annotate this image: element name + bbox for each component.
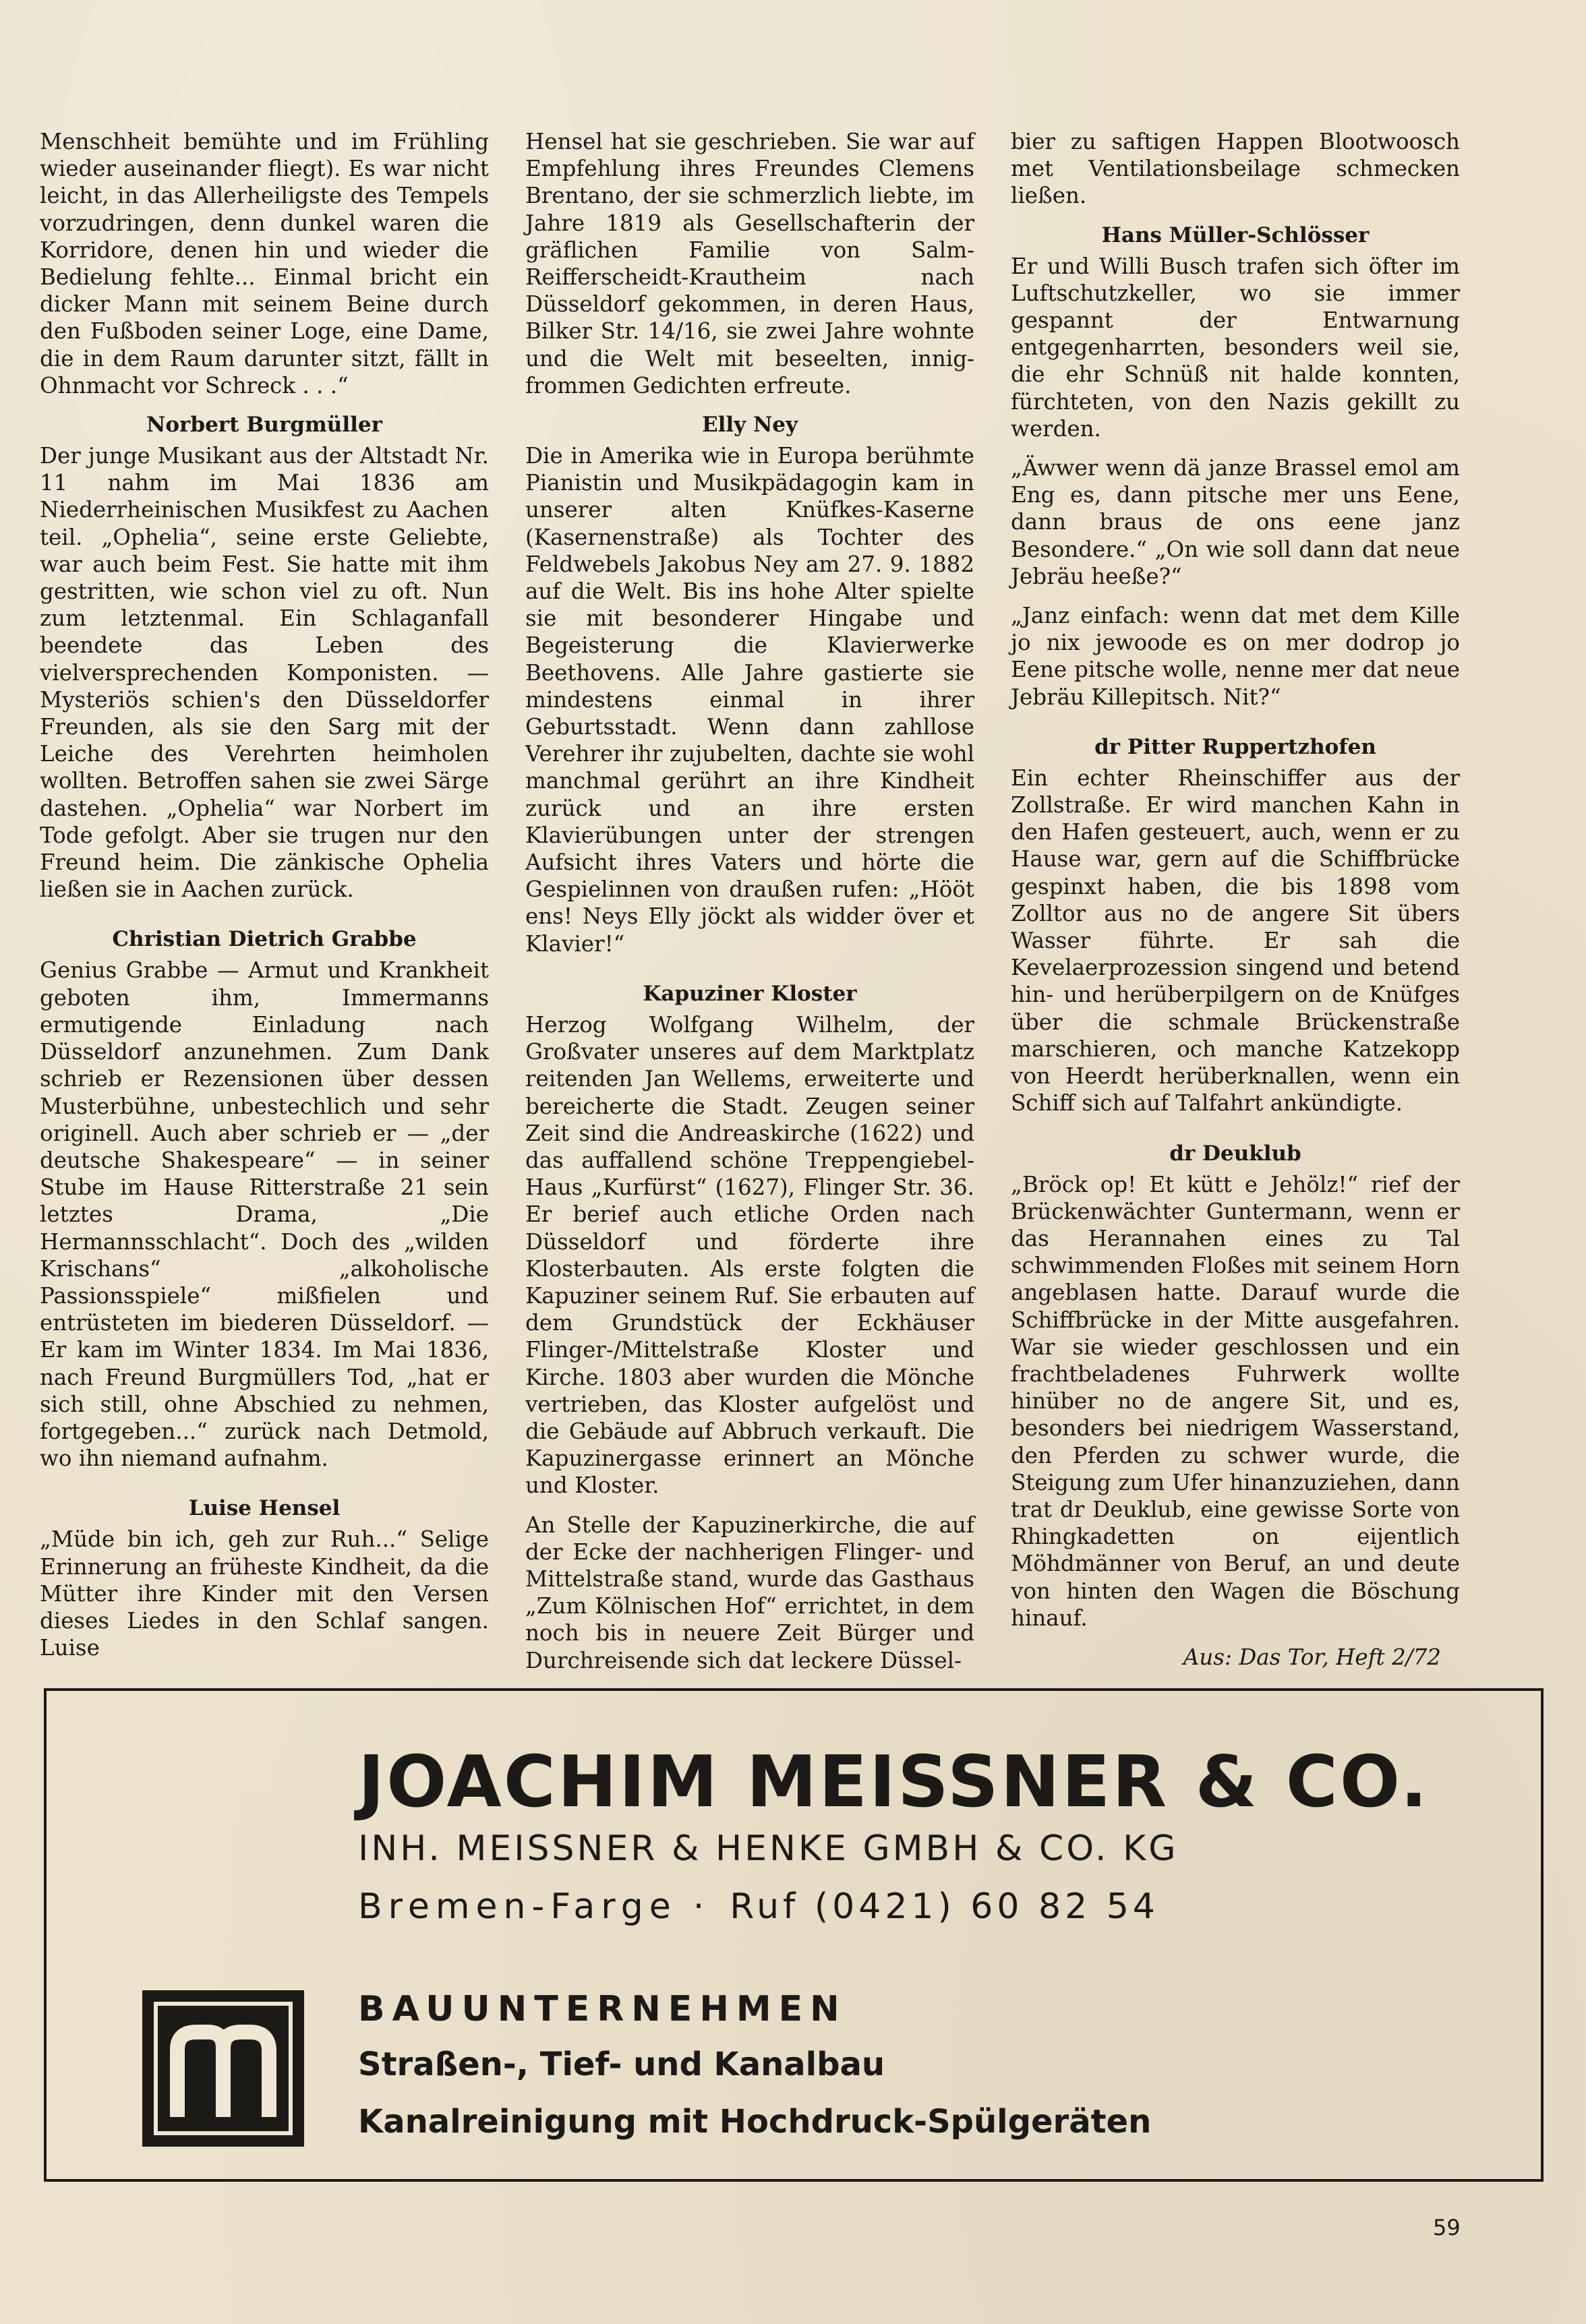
paragraph-ney: Die in Amerika wie in Europa berühmte Pianistin und Musikpädagogin kam in unserer alten Knüfkes-Kaserne (Kasernenstraße) als Tochter des Feldwebels Jakobus Ney am 27. 9. 1882 auf die Welt. Bis ins hohe Alter spielte sie mit besonderer Hingabe und Begeisterung die Klavierwerke Beethovens. Alle Jahre gastierte sie mindestens einmal in ihrer Geburtsstadt. Wenn dann zahllose Verehrer ihr zujubelten, dachte sie wohl manchmal gerührt an ihre Kindheit zurück und an ihre ersten Klavierübungen unter der strengen Aufsicht ihres Vaters und hörte die Gespielinnen von draußen rufen: „Hööt ens! Neys Elly jöckt als widder över et Klavier!“ xyxy=(525,443,974,957)
paragraph-grabbe: Genius Grabbe — Armut und Krankheit geboten ihm, Immermanns ermutigende Einladung nach Düsseldorf anzunehmen. Zum Dank schrieb er Rezensionen über dessen Musterbühne, unbestechlich und sehr originell. Auch aber schrieb er — „der deutsche Shakespeare“ — in seiner Stube im Hause Ritterstraße 21 sein letztes Drama, „Die Hermannsschlacht“. Doch des „wilden Krischans“ „alkoholische Passionsspiele“ mißfielen und entrüsteten im biederen Düsseldorf. — Er kam im Winter 1834. Im Mai 1836, nach Freund Burgmüllers Tod, „hat er sich still, ohne Abschied zu nehmen, fortgegeben...“ zurück nach Detmold, wo ihn niemand aufnahm. xyxy=(40,957,489,1472)
heading-luise-hensel: Luise Hensel xyxy=(188,1496,341,1521)
paragraph-hensel-continued: Hensel hat sie geschrieben. Sie war auf Empfehlung ihres Freundes Clemens Brentano, der sie schmerzlich liebte, im Jahre 1819 als Gesellschafterin der gräflichen Familie von Salm-Reifferscheidt-Krautheim nach Düsseldorf gekommen, in deren Haus, Bilker Str. 14/16, sie zwei Jahre wohnte und die Welt mit beseelten, innig-frommen Gedichten erfreute. xyxy=(525,129,974,398)
paragraph-mueller-1: Er und Willi Busch trafen sich öfter im Luftschutzkeller, wo sie immer gespannt der Entwarnung entgegenharrten, besonders weil sie, die ehr Schnüß nit halde konnten, fürchteten, von den Nazis gekillt zu werden. xyxy=(1011,253,1460,442)
heading-norbert-burgmueller: Norbert Burgmüller xyxy=(146,413,382,438)
paragraph-deuklub: „Bröck op! Et kütt e Jehölz!“ rief der Brückenwächter Guntermann, wenn er das Herannahen eines zu Tal schwimmenden Floßes mit seinem Horn angeblasen hatte. Darauf wurde die Schiffbrücke in der Mitte ausgefahren. War sie wieder geschlossen und ein frachtbeladenes Fuhrwerk wollte hinüber no de angere Sit, und es, besonders bei niedrigem Wasserstand, den Pferden zu schwer wurde, die Steigung zum Ufer hinanzuziehen, dann trat dr Deuklub, eine gewisse Sorte von Rhingkadetten on eijentlich Möhdmänner von Beruf, an und deute von hinten den Wagen die Böschung hinauf. xyxy=(1011,1171,1460,1631)
page-number: 59 xyxy=(1433,2215,1461,2240)
logo-m-icon xyxy=(142,1990,304,2147)
heading-christian-dietrich-grabbe: Christian Dietrich Grabbe xyxy=(112,927,417,952)
paragraph-duesselbier-continued: bier zu saftigen Happen Blootwoosch met Ventilationsbeilage schmecken ließen. xyxy=(1011,129,1460,209)
ad-owner-line: INH. MEISSNER & HENKE GMBH & CO. KG xyxy=(358,1828,1179,1869)
paragraph-kapuziner-1: Herzog Wolfgang Wilhelm, der Großvater unseres auf dem Marktplatz reitenden Jan Wellems, erweiterte und bereicherte die Stadt. Zeugen seiner Zeit sind die Andreaskirche (1622) und das auffallend schöne Treppengiebel-Haus „Kurfürst“ (1627), Flinger Str. 36. Er berief auch etliche Orden nach Düsseldorf und förderte ihre Klosterbauten. Als erste folgten die Kapuziner seinem Ruf. Sie erbauten auf dem Grundstück der Eckhäuser Flinger-/Mittelstraße Kloster und Kirche. 1803 aber wurden die Mönche vertrieben, das Kloster aufgelöst und die Gebäude auf Abbruch verkauft. Die Kapuzinergasse erinnert an Mönche und Kloster. xyxy=(525,1011,974,1499)
ad-phone: Ruf (0421) 60 82 54 xyxy=(730,1886,1159,1927)
ad-separator: · xyxy=(693,1886,705,1927)
heading-pitter-ruppertzhofen: dr Pitter Ruppertzhofen xyxy=(1094,734,1376,759)
paragraph-kapuziner-2: An Stelle der Kapuzinerkirche, die auf der Ecke der nachherigen Flinger- und Mittelstraße stand, wurde das Gasthaus „Zum Kölnischen Hof“ errichtet, in dem noch bis in neuere Zeit Bürger und Durchreisende sich dat leckere Düssel- xyxy=(525,1512,974,1673)
ad-services: Straßen-, Tief- und Kanalbau xyxy=(358,2046,885,2083)
ad-location: Bremen-Farge xyxy=(358,1886,677,1927)
paragraph-mueller-2: „Äwwer wenn dä janze Brassel emol am Eng es, dann pitsche mer uns Eene, dann braus de ons eene janz Besondere.“ „On wie soll dann dat neue Jebräu heeße?“ xyxy=(1011,455,1460,589)
article-column-1 xyxy=(40,128,489,1673)
heading-hans-mueller-schloesser: Hans Müller-Schlösser xyxy=(1101,222,1370,247)
source-citation: Aus: Das Tor, Heft 2/72 xyxy=(1183,1644,1441,1670)
company-logo xyxy=(142,1990,304,2147)
ad-cleaning-service: Kanalreinigung mit Hochdruck-Spülgeräten xyxy=(358,2103,1152,2141)
paragraph-theater-anecdote: Menschheit bemühte und im Frühling wieder auseinander fliegt). Es war nicht leicht, in das Allerheiligste des Tempels vorzudringen, denn dunkel waren die Korridore, denen hin und wieder die Bedielung fehlte... Einmal bricht ein dicker Mann mit seinem Beine durch den Fußboden seiner Loge, eine Dame, die in dem Raum darunter sitzt, fällt in Ohnmacht vor Schreck . . .“ xyxy=(40,129,489,398)
article-column-3 xyxy=(1011,128,1460,1671)
paragraph-burgmueller: Der junge Musikant aus der Altstadt Nr. 11 nahm im Mai 1836 am Niederrheinischen Musikfest zu Aachen teil. „Ophelia“, seine erste Geliebte, war auch beim Fest. Sie hatte mit ihm gestritten, wie schon viel zu oft. Nun zum letztenmal. Ein Schlaganfall beendete das Leben des vielversprechenden Komponisten. — Mysteriös schien's den Düsseldorfer Freunden, als sie den Sarg mit der Leiche des Verehrten heimholen wollten. Betroffen sahen sie zwei Särge dastehen. „Ophelia“ war Norbert im Tode gefolgt. Aber sie trugen nur den Freund heim. Die zänkische Ophelia ließen sie in Aachen zurück. xyxy=(40,443,489,903)
ad-location-line xyxy=(358,1886,1159,1927)
heading-kapuziner-kloster: Kapuziner Kloster xyxy=(643,981,857,1006)
heading-deuklub: dr Deuklub xyxy=(1169,1141,1301,1166)
paragraph-pitter: Ein echter Rheinschiffer aus der Zollstraße. Er wird manchen Kahn in den Hafen gesteuert, auch, wenn er zu Hause war, gern auf die Schiffbrücke gespinxt haben, die bis 1898 vom Zolltor aus no de angere Sit übers Wasser führte. Er sah die Kevelaerprozession singend und betend hin- und herüberpilgern on de Knüfges über die schmale Brückenstraße marschieren, och manche Katzekopp von Heerdt herüberknallen, wenn ein Schiff sich auf Talfahrt ankündigte. xyxy=(1011,765,1460,1116)
ad-business-type: BAUUNTERNEHMEN xyxy=(358,1989,847,2029)
paragraph-mueller-3: „Janz einfach: wenn dat met dem Kille jo nix jewoode es on mer dodrop jo Eene pitsche wolle, nenne mer dat neue Jebräu Killepitsch. Nit?“ xyxy=(1011,603,1460,710)
ad-company-name: JOACHIM MEISSNER & CO. xyxy=(358,1741,1430,1823)
advertisement-box xyxy=(44,1688,1544,2182)
heading-elly-ney: Elly Ney xyxy=(701,413,798,438)
paragraph-hensel: „Müde bin ich, geh zur Ruh...“ Selige Erinnerung an früheste Kindheit, da die Mütter ihre Kinder mit den Versen dieses Liedes in den Schlaf sangen. Luise xyxy=(40,1526,489,1661)
article-column-2 xyxy=(525,128,974,1686)
